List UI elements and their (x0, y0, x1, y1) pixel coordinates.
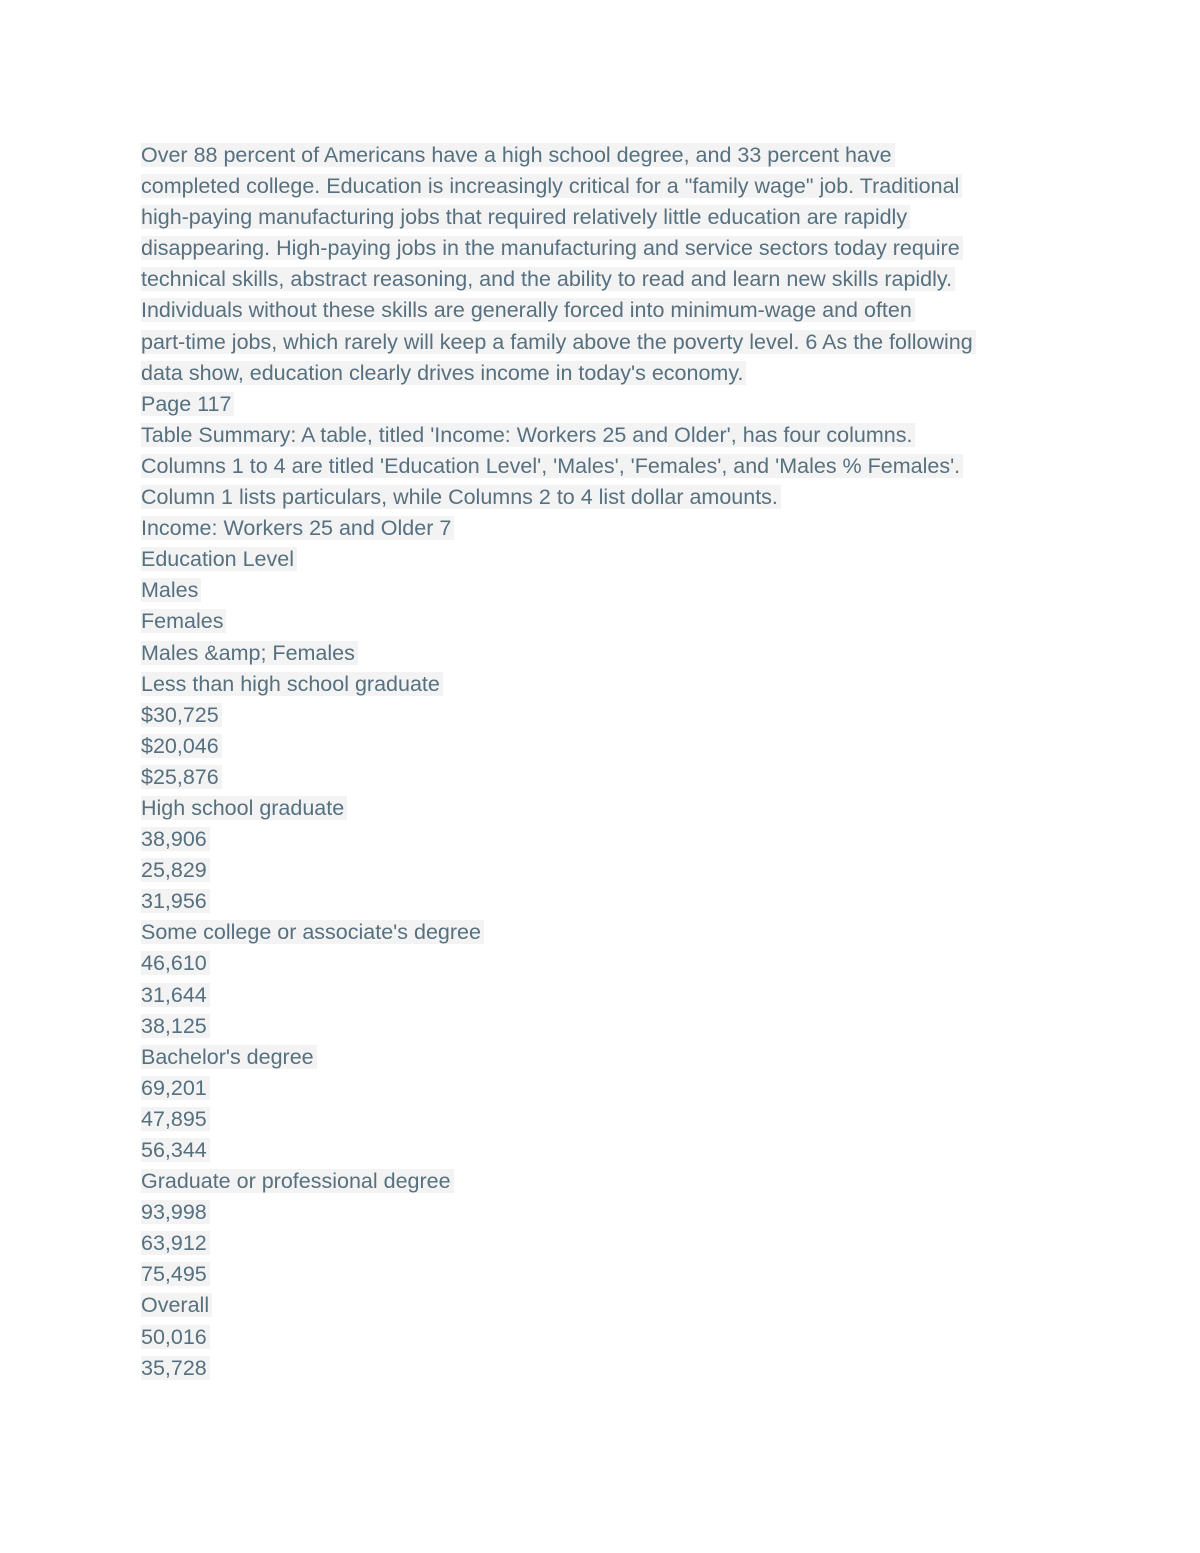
row-education-level: Bachelor's degree (141, 1042, 1061, 1073)
row-females-value: 63,912 (141, 1228, 1061, 1259)
table-row (141, 917, 1061, 1041)
row-females-value: 35,728 (141, 1353, 1061, 1384)
row-males-value: $30,725 (141, 700, 1061, 731)
row-education-level: Overall (141, 1290, 1061, 1321)
row-females-value: 47,895 (141, 1104, 1061, 1135)
paragraph-line: disappearing. High-paying jobs in the manufacturing and service sectors today require (141, 233, 1061, 264)
header-males-and-females: Males &amp; Females (141, 638, 1061, 669)
table-summary-line: Table Summary: A table, titled 'Income: Workers 25 and Older', has four columns. (141, 420, 1061, 451)
row-education-level: High school graduate (141, 793, 1061, 824)
header-education-level: Education Level (141, 544, 1061, 575)
row-both-value: 31,956 (141, 886, 1061, 917)
paragraph-line: high-paying manufacturing jobs that required relatively little education are rapidly (141, 202, 1061, 233)
row-males-value: 38,906 (141, 824, 1061, 855)
row-males-value: 50,016 (141, 1322, 1061, 1353)
row-education-level: Graduate or professional degree (141, 1166, 1061, 1197)
row-males-value: 46,610 (141, 948, 1061, 979)
row-both-value: $25,876 (141, 762, 1061, 793)
paragraph-line: Individuals without these skills are generally forced into minimum-wage and often (141, 295, 1061, 326)
row-both-value: 38,125 (141, 1011, 1061, 1042)
table-summary (141, 420, 1061, 513)
header-males: Males (141, 575, 1061, 606)
table-summary-line: Columns 1 to 4 are titled 'Education Level', 'Males', 'Females', and 'Males % Females'. (141, 451, 1061, 482)
table-summary-line: Column 1 lists particulars, while Columns 2 to 4 list dollar amounts. (141, 482, 1061, 513)
row-both-value: 56,344 (141, 1135, 1061, 1166)
row-females-value: $20,046 (141, 731, 1061, 762)
paragraph-line: technical skills, abstract reasoning, and the ability to read and learn new skills rapidly. (141, 264, 1061, 295)
paragraph-line: part-time jobs, which rarely will keep a family above the poverty level. 6 As the following (141, 327, 1061, 358)
row-both-value: 75,495 (141, 1259, 1061, 1290)
table-row (141, 669, 1061, 793)
row-education-level: Less than high school graduate (141, 669, 1061, 700)
row-education-level: Some college or associate's degree (141, 917, 1061, 948)
header-females: Females (141, 606, 1061, 637)
row-males-value: 69,201 (141, 1073, 1061, 1104)
table-row (141, 1042, 1061, 1166)
table-title: Income: Workers 25 and Older 7 (141, 513, 1061, 544)
row-males-value: 93,998 (141, 1197, 1061, 1228)
paragraph-line: Over 88 percent of Americans have a high school degree, and 33 percent have (141, 140, 1061, 171)
paragraph-line: data show, education clearly drives income in today's economy. (141, 358, 1061, 389)
paragraph-line: completed college. Education is increasingly critical for a "family wage" job. Traditional (141, 171, 1061, 202)
table-row (141, 1166, 1061, 1290)
intro-paragraph (141, 140, 1061, 389)
table-row (141, 793, 1061, 917)
table-row (141, 1290, 1061, 1383)
table-headers (141, 544, 1061, 668)
document-content (141, 140, 1061, 1384)
page-number: Page 117 (141, 389, 1061, 420)
row-females-value: 25,829 (141, 855, 1061, 886)
row-females-value: 31,644 (141, 980, 1061, 1011)
